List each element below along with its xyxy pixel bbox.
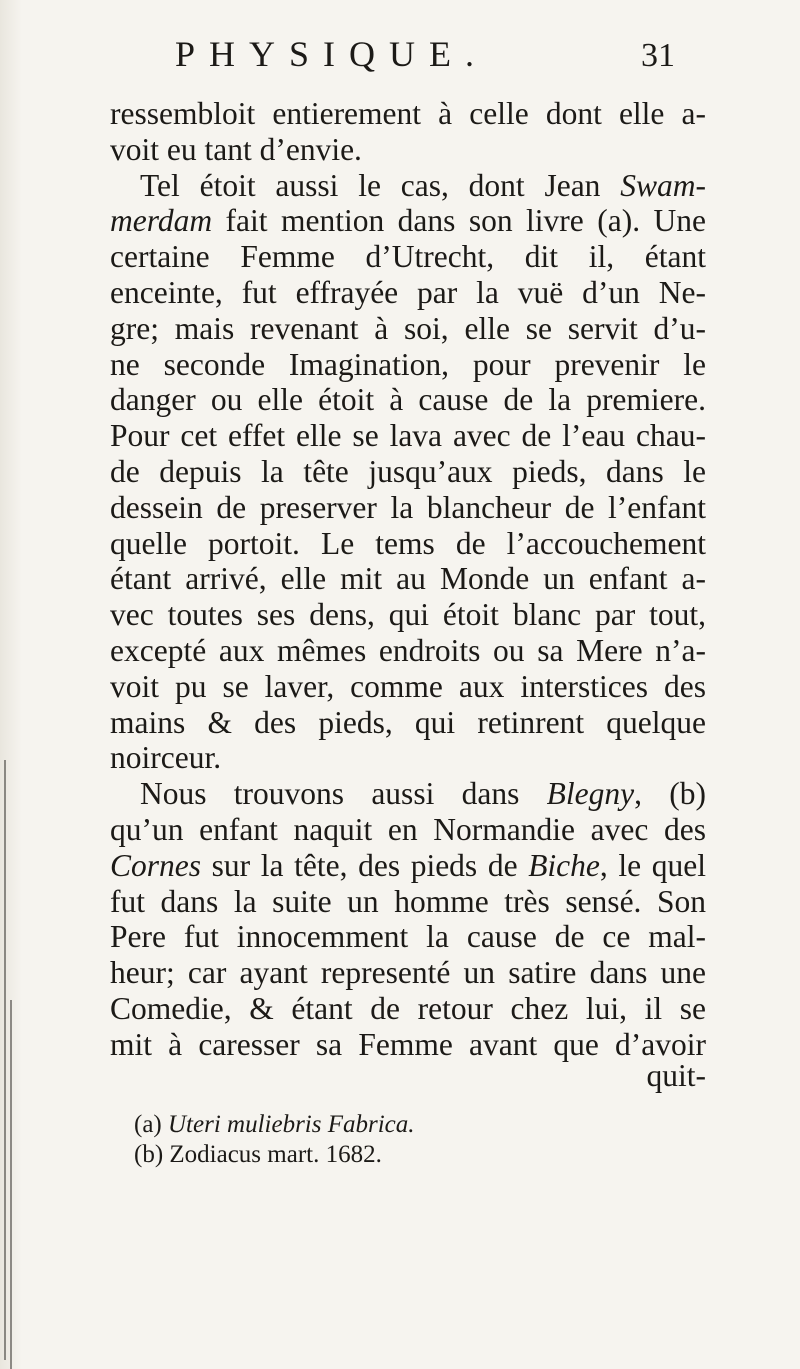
text-line: Cornes sur la tête, des pieds de Biche, le quel <box>110 847 706 883</box>
page-header <box>175 34 675 84</box>
text-line: Nous trouvons aussi dans Blegny, (b) <box>140 776 706 812</box>
text-line: excepté aux mêmes endroits ou sa Mere n’a- <box>110 632 706 668</box>
page-number: 31 <box>641 37 675 74</box>
text-line: danger ou elle étoit à cause de la premiere. <box>110 382 706 418</box>
catchword: quit- <box>646 1058 706 1093</box>
text-line: merdam fait mention dans son livre (a). Une <box>110 203 706 239</box>
text-line: mains & des pieds, qui retinrent quelque <box>110 704 706 740</box>
running-head: PHYSIQUE. <box>175 34 489 74</box>
text-line: ne seconde Imagination, pour prevenir le <box>110 346 706 382</box>
footnotes <box>134 1110 694 1170</box>
text-line: heur; car ayant representé un satire dans une <box>110 955 706 991</box>
footnote: (b) Zodiacus mart. 1682. <box>134 1141 382 1168</box>
text-line: Tel étoit aussi le cas, dont Jean Swam- <box>140 167 706 203</box>
footnote: (a) Uteri muliebris Fabrica. <box>134 1111 415 1138</box>
text-line: quelle portoit. Le tems de l’accouchement <box>110 525 706 561</box>
text-line: dessein de preserver la blancheur de l’enfant <box>110 489 706 525</box>
text-line: vec toutes ses dens, qui étoit blanc par tout, <box>110 597 706 633</box>
text-line: voit pu se laver, comme aux interstices des <box>110 668 706 704</box>
text-line: qu’un enfant naquit en Normandie avec des <box>110 811 706 847</box>
text-line: gre; mais revenant à soi, elle se servit d’u- <box>110 310 706 346</box>
text-line: de depuis la tête jusqu’aux pieds, dans le <box>110 453 706 489</box>
text-line: Pere fut innocemment la cause de ce mal- <box>110 919 706 955</box>
gutter-line <box>4 760 6 1360</box>
text-line: Pour cet effet elle se lava avec de l’eau chau- <box>110 418 706 454</box>
text-line: ressembloit entierement à celle dont elle a- <box>110 96 706 131</box>
text-line: enceinte, fut effrayée par la vuë d’un Ne- <box>110 274 706 310</box>
text-line: voit eu tant d’envie. <box>110 131 362 167</box>
text-line: étant arrivé, elle mit au Monde un enfant a- <box>110 561 706 597</box>
text-line: certaine Femme d’Utrecht, dit il, étant <box>110 239 706 275</box>
text-line: fut dans la suite un homme très sensé. Son <box>110 883 706 919</box>
text-line: mit à caresser sa Femme avant que d’avoir <box>110 1026 706 1062</box>
text-line: noirceur. <box>110 740 222 776</box>
gutter-line <box>10 1000 12 1369</box>
body-text <box>110 96 706 1063</box>
text-line: Comedie, & étant de retour chez lui, il se <box>110 990 706 1026</box>
